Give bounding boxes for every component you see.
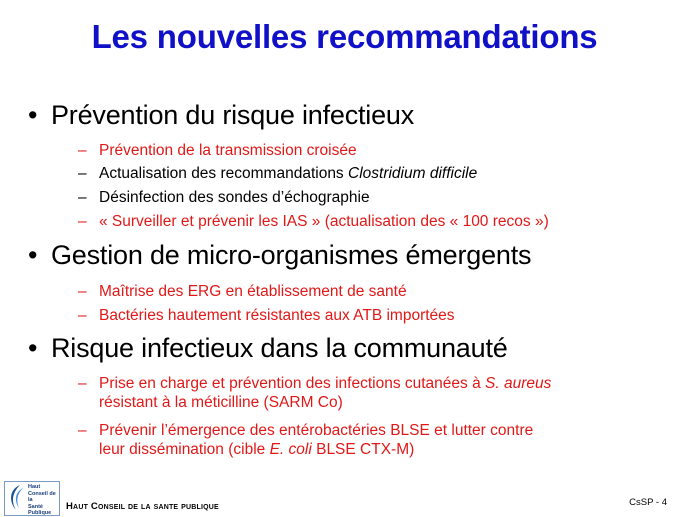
sub-item-text-plain: leur dissémination (cible (99, 441, 270, 458)
dash: – (78, 189, 87, 206)
section-heading: Risque infectieux dans la communauté (51, 333, 508, 363)
dash: – (78, 422, 87, 439)
sub-item-text (99, 164, 477, 183)
hcsp-logo (4, 481, 60, 515)
sub-item-text: Maîtrise des ERG en établissement de santé (99, 283, 407, 300)
sub-item-text-italic: E. coli (269, 441, 312, 458)
bullet-dot: • (28, 240, 38, 270)
logo-text-line: Conseil de la (28, 490, 56, 503)
sub-item-text (99, 421, 533, 459)
bullet-dot: • (28, 333, 38, 363)
logo-text-line: Santé (28, 503, 43, 510)
dash: – (78, 283, 87, 300)
sub-item-text-italic: Clostridium difficile (348, 165, 478, 182)
section-heading: Prévention du risque infectieux (51, 100, 415, 130)
logo-text-line: Haut (28, 484, 41, 490)
logo-text (28, 484, 60, 517)
sub-item-text: Prévention de la transmission croisée (99, 142, 357, 159)
dash: – (78, 165, 87, 182)
sub-item-text-plain: Actualisation des recommandations (99, 165, 348, 182)
slide-title: Les nouvelles recommandations (91, 18, 598, 55)
dash: – (78, 213, 87, 230)
dash: – (78, 375, 87, 392)
logo-swoosh-icon (6, 483, 26, 512)
organization-name: Haut Conseil de la sante publique (66, 501, 219, 512)
sub-item-text-line1: Prévenir l’émergence des entérobactéries BLSE et lutter contre (99, 422, 534, 439)
sub-item-text: Désinfection des sondes d’échographie (99, 189, 370, 206)
sub-item-text (99, 374, 551, 412)
logo-text-line: Publique (28, 510, 52, 516)
bullet-dot: • (28, 100, 38, 130)
sub-item-text: « Surveiller et prévenir les IAS » (actualisation des « 100 recos ») (99, 213, 549, 230)
sub-item-text-plain: BLSE CTX-M) (311, 441, 415, 458)
sub-item-text-line2: résistant à la méticilline (SARM Co) (99, 394, 343, 411)
sub-item-text-plain: Prise en charge et prévention des infections cutanées à (99, 375, 486, 392)
section-heading: Gestion de micro-organismes émergents (51, 240, 532, 270)
sub-item-text: Bactéries hautement résistantes aux ATB importées (99, 307, 455, 324)
dash: – (78, 307, 87, 324)
dash: – (78, 142, 87, 159)
page-number: CsSP - 4 (629, 497, 667, 508)
sub-item-text-italic: S. aureus (485, 375, 552, 392)
